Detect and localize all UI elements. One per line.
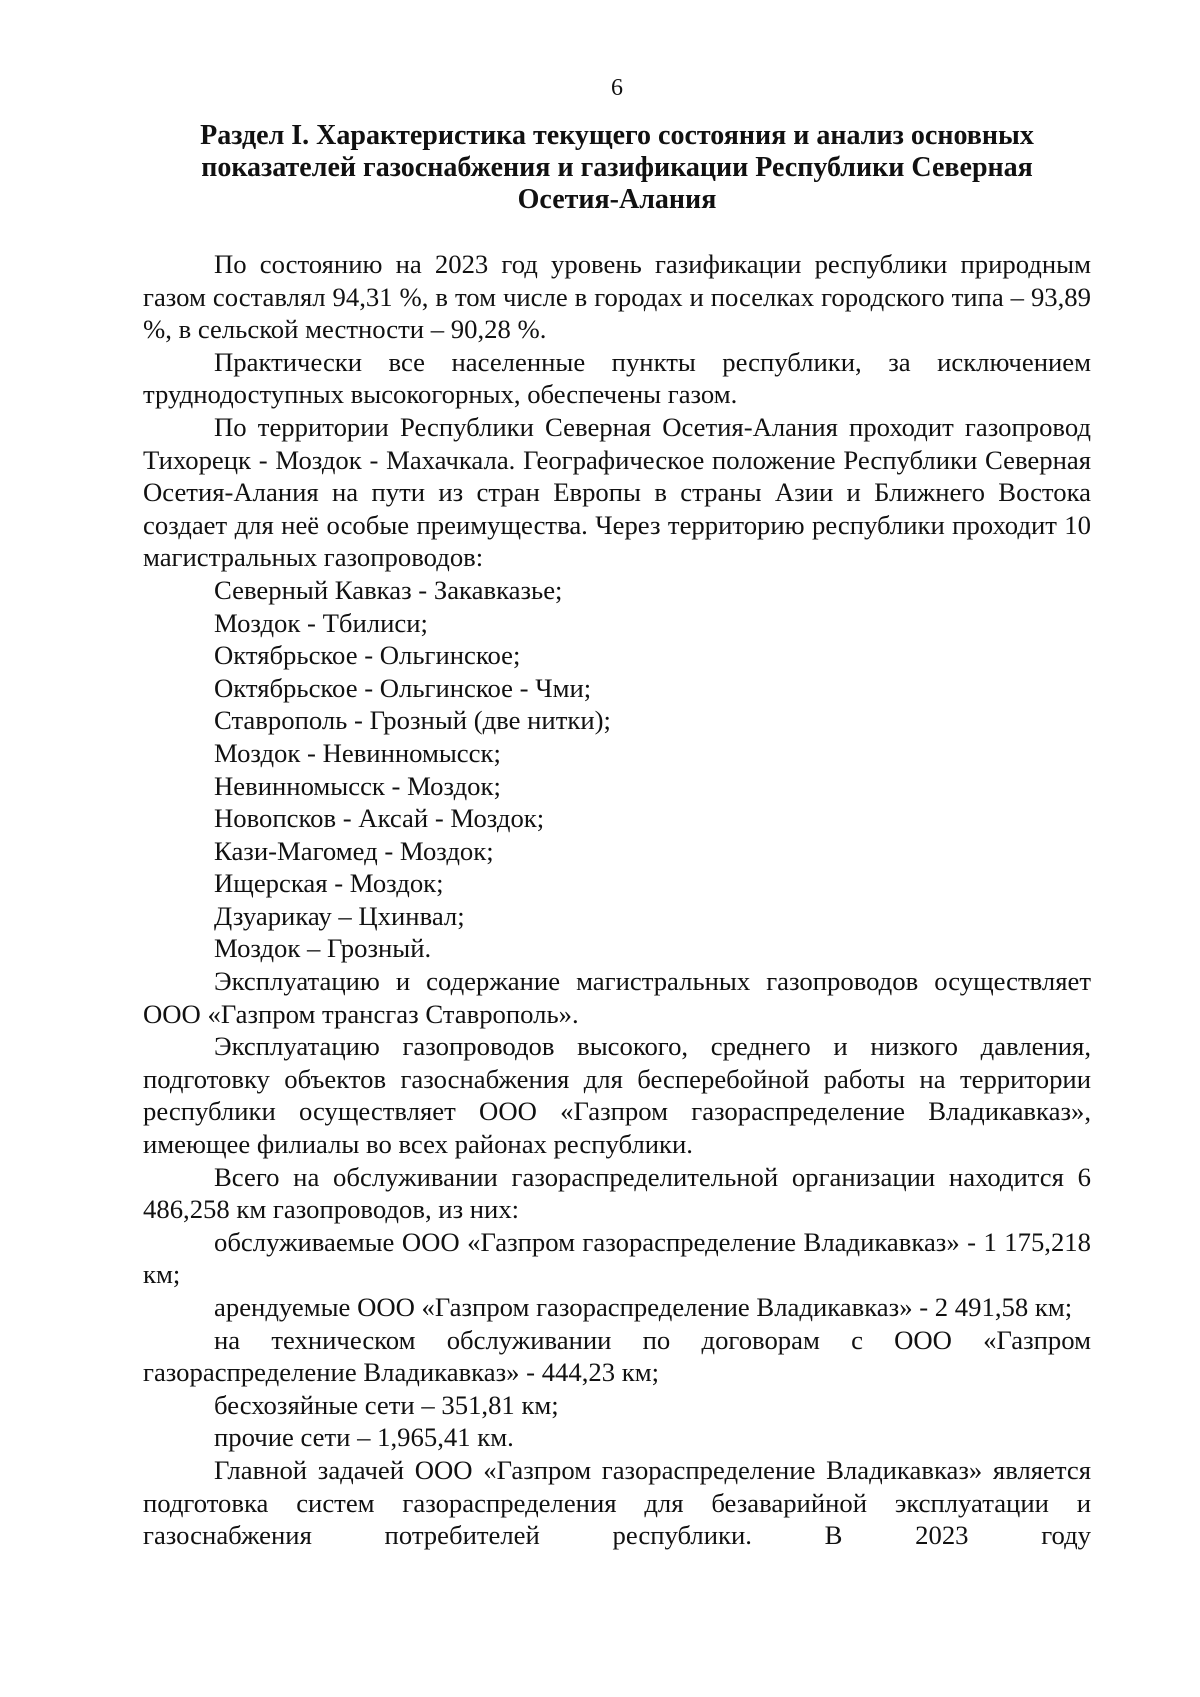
- pipeline-list-item: Северный Кавказ - Закавказье;: [214, 574, 563, 605]
- pipeline-list-item: Ищерская - Моздок;: [214, 868, 444, 899]
- paragraph-gasification-level: По состоянию на 2023 год уровень газификации республики природным газом составлял 94,31 %, в том числе в городах и поселках городского типа – 93,89 %, в сельской местности – 90,28 %.: [143, 249, 1091, 345]
- pipeline-list-item: Моздок - Тбилиси;: [214, 607, 428, 638]
- pipeline-list-item: Моздок – Грозный.: [214, 933, 432, 964]
- paragraph-pipeline-route: По территории Республики Северная Осетия-Алания проходит газопровод Тихорецк - Моздок - Махачкала. Географическое положение Республики Северная Осетия-Алания на пути из стран Европы в страны Азии и Ближнего Востока создает для неё особые преимущества. Через территорию республики проходит 10 магистральных газопроводов:: [143, 411, 1091, 573]
- pipeline-list-item: Ставрополь - Грозный (две нитки);: [214, 705, 611, 736]
- pipeline-list-item: Октябрьское - Ольгинское - Чми;: [214, 672, 592, 703]
- pipeline-list-item: Кази-Магомед - Моздок;: [214, 835, 494, 866]
- pipeline-list-item: Новопсков - Аксай - Моздок;: [214, 803, 545, 834]
- paragraph-operator: Эксплуатацию и содержание магистральных газопроводов осуществляет ООО «Газпром трансгаз Ставрополь».: [143, 966, 1091, 1029]
- pipeline-list-item: Невинномысск - Моздок;: [214, 770, 501, 801]
- paragraph-serviced: обслуживаемые ООО «Газпром газораспределение Владикавказ» - 1 175,218 км;: [143, 1226, 1091, 1290]
- document-body: [143, 248, 1091, 1552]
- section-title: Раздел I. Характеристика текущего состояния и анализ основных показателей газоснабжения и газификации Республики Северная Осетия-Алания: [200, 120, 1034, 215]
- paragraph-other-networks: прочие сети – 1,965,41 км.: [214, 1422, 514, 1453]
- pipeline-list-item: Моздок - Невинномысск;: [214, 737, 501, 768]
- paragraph-leased: арендуемые ООО «Газпром газораспределение Владикавказ» - 2 491,58 км;: [214, 1292, 1073, 1322]
- paragraph-main-task: Главной задачей ООО «Газпром газораспределение Владикавказ» является подготовка систем газораспределения для безаварийной эксплуатации и газоснабжения потребителей республики. В 2023 году: [143, 1454, 1091, 1551]
- paragraph-contract-maintenance: на техническом обслуживании по договорам с ООО «Газпром газораспределение Владикавказ» - 444,23 км;: [143, 1324, 1091, 1388]
- paragraph-settlements: Практически все населенные пункты республики, за исключением труднодоступных высокогорных, обеспечены газом.: [143, 346, 1091, 410]
- pipeline-list-item: Дзуарикау – Цхинвал;: [214, 900, 465, 931]
- document-page: [143, 60, 1091, 1552]
- page-number: 6: [611, 75, 623, 101]
- paragraph-distribution: Эксплуатацию газопроводов высокого, среднего и низкого давления, подготовку объектов газоснабжения для бесперебойной работы на территории республики осуществляет ООО «Газпром газораспределение Владикавказ», имеющее филиалы во всех районах республики.: [143, 1031, 1091, 1160]
- pipeline-list-item: Октябрьское - Ольгинское;: [214, 640, 521, 671]
- paragraph-total-length: Всего на обслуживании газораспределительной организации находится 6 486,258 км газопроводов, из них:: [143, 1161, 1091, 1225]
- paragraph-ownerless-networks: бесхозяйные сети – 351,81 км;: [214, 1389, 559, 1420]
- pipeline-list: [143, 574, 1091, 965]
